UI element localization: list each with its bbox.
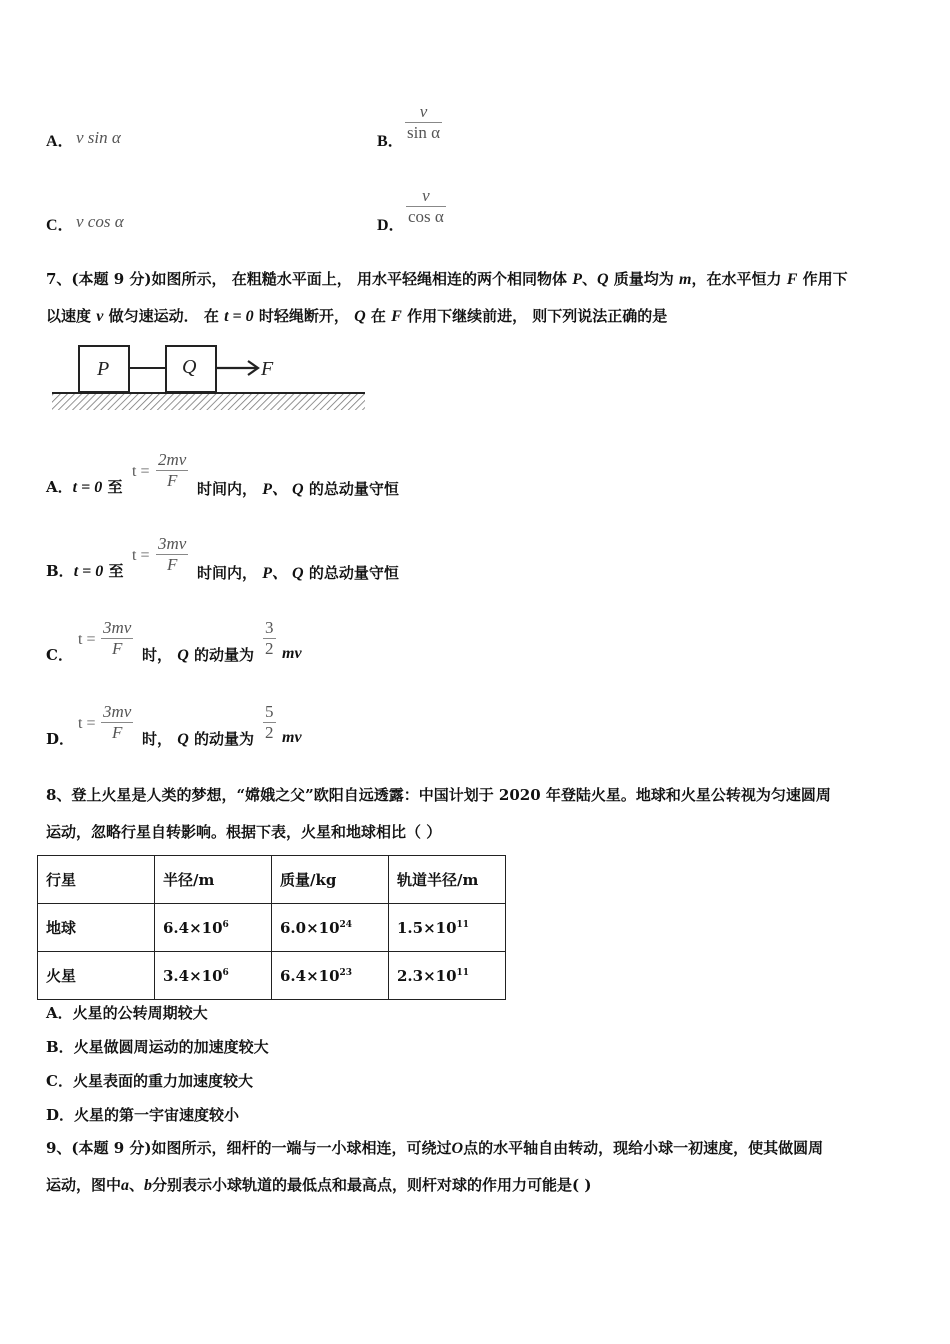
q6-option-a-label: A． xyxy=(46,133,74,150)
cell-value: 6.0×10 xyxy=(280,918,340,937)
var-t0: t = 0 xyxy=(73,563,104,580)
q7-stem-text: ，在水平恒力 xyxy=(691,270,782,288)
cell-value: 3.4×10 xyxy=(163,966,223,985)
q7-b-fraction xyxy=(156,534,188,575)
option-text: 的总动量守恒 xyxy=(308,564,399,582)
q8-stem-line1: 8、登上火星是人类的梦想，“嫦娥之父”欧阳自远透露：中国计划于 2020 年登陆火星。地球和火星公转视为匀速圆周 xyxy=(46,786,831,804)
q7-c-coefficient xyxy=(263,618,276,659)
q7-d-mv xyxy=(282,728,302,747)
var-p: P xyxy=(572,271,582,288)
fraction-numerator: 3 xyxy=(265,618,274,637)
q7-figure xyxy=(50,340,370,414)
q7-stem-text: 作用下 xyxy=(802,270,848,288)
q9-stem-text: 9、(本题 9 分)如图所示，细杆的一端与一小球相连，可绕过 xyxy=(46,1139,452,1157)
q7-stem-text: 时轻绳断开， xyxy=(258,307,349,325)
table-cell xyxy=(389,952,506,1000)
q7-option-b xyxy=(46,560,124,581)
q7-number: 7、(本题 9 分) xyxy=(46,270,152,288)
q8-stem xyxy=(46,777,908,851)
table-row xyxy=(38,952,506,1000)
fraction-denominator: F xyxy=(166,471,178,490)
q7-a-t-eq: t = xyxy=(132,463,150,480)
q7-c-t-eq: t = xyxy=(78,631,96,648)
fraction-numerator: 3mv xyxy=(103,618,132,637)
q8-option-b: B．火星做圆周运动的加速度较大 xyxy=(46,1038,269,1056)
separator: 、 xyxy=(581,270,597,288)
fraction-denominator: 2 xyxy=(265,723,274,742)
option-text: 的动量为 xyxy=(194,646,255,664)
option-label: B． xyxy=(46,562,74,580)
cell-value: 6.4×10 xyxy=(163,918,223,937)
option-text: 的动量为 xyxy=(194,730,255,748)
table-cell xyxy=(155,952,272,1000)
var-m: m xyxy=(679,271,692,288)
table-cell xyxy=(272,952,389,1000)
cell-value: 2.3×10 xyxy=(397,966,457,985)
var-o: O xyxy=(451,1140,464,1157)
fraction-denominator: F xyxy=(111,723,123,742)
q9-stem-text: 运动，图中 xyxy=(46,1176,122,1194)
var-t0: t = 0 xyxy=(224,308,254,325)
q6-option-a-expr: v sin α xyxy=(76,128,121,147)
q7-stem-text: 以速度 xyxy=(46,307,92,325)
q9-stem xyxy=(46,1130,908,1204)
fraction-numerator: 3mv xyxy=(103,702,132,721)
cell-exponent: 11 xyxy=(456,967,470,978)
table-cell: 地球 xyxy=(38,904,155,952)
block-q-label: Q xyxy=(182,356,197,378)
q8-option-d: D．火星的第一宇宙速度较小 xyxy=(46,1106,240,1124)
var-mv: mv xyxy=(282,645,302,662)
table-cell xyxy=(389,904,506,952)
q8-stem-line2: 运动，忽略行星自转影响。根据下表，火星和地球相比（ ） xyxy=(46,823,442,841)
q7-option-b-rest xyxy=(197,560,399,583)
table-cell: 火星 xyxy=(38,952,155,1000)
q9-stem-text: 点的水平轴自由转动，现给小球一初速度，使其做圆周 xyxy=(463,1139,824,1157)
table-header: 质量/kg xyxy=(272,856,389,904)
var-v: v xyxy=(96,308,104,325)
ground-hatch xyxy=(52,394,365,410)
q7-d-t-eq: t = xyxy=(78,715,96,732)
table-cell xyxy=(272,904,389,952)
var-f: F xyxy=(391,308,402,325)
q7-option-a-rest xyxy=(197,476,399,499)
q7-stem-text: 做匀速运动． 在 xyxy=(108,307,219,325)
cell-exponent: 23 xyxy=(339,967,353,978)
var-pq: P、 Q xyxy=(262,481,304,498)
q7-d-coefficient xyxy=(263,702,276,743)
q9-stem-text: 分别表示小球轨道的最低点和最高点，则杆对球的作用力可能是( ) xyxy=(152,1176,592,1194)
q9-stem-text: 、 xyxy=(129,1176,145,1194)
fraction-denominator: cos α xyxy=(408,207,444,226)
q7-b-t-eq: t = xyxy=(132,547,150,564)
option-text: 的总动量守恒 xyxy=(308,480,399,498)
q7-option-d-rest xyxy=(142,728,254,749)
var-b: b xyxy=(144,1177,153,1194)
table-header: 半径/m xyxy=(155,856,272,904)
q7-d-fraction xyxy=(101,702,133,743)
q8-option-a: A．火星的公转周期较大 xyxy=(46,1004,208,1022)
q7-stem-text: 作用下继续前进， 则下列说法正确的是 xyxy=(407,307,668,325)
q7-c-fraction xyxy=(101,618,133,659)
q6-option-d-label: D． xyxy=(377,217,405,234)
fraction-numerator: v xyxy=(422,186,430,205)
cell-exponent: 6 xyxy=(222,967,229,978)
fraction-denominator: 2 xyxy=(265,639,274,658)
fraction-denominator: sin α xyxy=(407,123,440,142)
q6-option-c-expr: v cos α xyxy=(76,212,124,231)
var-q: Q xyxy=(354,308,366,325)
fraction-numerator: 3mv xyxy=(158,534,187,553)
q6-option-d-fraction xyxy=(406,186,446,227)
cell-value: 1.5×10 xyxy=(397,918,457,937)
option-text: 至 xyxy=(107,478,123,496)
option-text: 时间内， xyxy=(197,564,258,582)
table-header: 轨道半径/m xyxy=(389,856,506,904)
q7-stem-text: 在 xyxy=(370,307,386,325)
planet-table xyxy=(37,855,506,1000)
q7-c-mv xyxy=(282,644,302,663)
option-text: 时， xyxy=(142,646,173,664)
option-label: A． xyxy=(46,478,73,496)
var-pq: P、 Q xyxy=(262,565,304,582)
block-p-label: P xyxy=(97,358,110,380)
var-q: Q xyxy=(597,271,609,288)
fraction-denominator: F xyxy=(111,639,123,658)
q6-option-b-label: B． xyxy=(377,133,404,150)
option-text: 至 xyxy=(108,562,124,580)
var-t0: t = 0 xyxy=(72,479,103,496)
fraction-numerator: 5 xyxy=(265,702,274,721)
var-mv: mv xyxy=(282,729,302,746)
table-row xyxy=(38,904,506,952)
fraction-numerator: 2mv xyxy=(158,450,187,469)
q7-stem-text: 如图所示， 在粗糙水平面上， 用水平轻绳相连的两个相同物体 xyxy=(151,270,567,288)
cell-value: 6.4×10 xyxy=(280,966,340,985)
q7-option-c-label: C． xyxy=(46,646,73,664)
option-text: 时间内， xyxy=(197,480,258,498)
table-cell xyxy=(155,904,272,952)
var-q: Q xyxy=(177,731,189,748)
var-a: a xyxy=(121,1177,130,1194)
q7-stem-text: 质量均为 xyxy=(613,270,674,288)
var-f: F xyxy=(786,271,798,288)
fraction-numerator: v xyxy=(419,102,428,121)
q7-a-fraction xyxy=(156,450,188,491)
cell-exponent: 24 xyxy=(339,919,353,930)
q7-option-c-rest xyxy=(142,644,254,665)
fraction-denominator: F xyxy=(166,555,178,574)
q7-option-d-label: D． xyxy=(46,730,75,748)
q8-option-c: C．火星表面的重力加速度较大 xyxy=(46,1072,253,1090)
table-header-row xyxy=(38,856,506,904)
q7-option-a xyxy=(46,476,122,497)
q6-option-b-fraction xyxy=(405,102,442,143)
q7-stem xyxy=(46,261,908,335)
cell-exponent: 6 xyxy=(222,919,229,930)
var-q: Q xyxy=(177,647,189,664)
q6-option-c-label: C． xyxy=(46,217,74,234)
option-text: 时， xyxy=(142,730,173,748)
cell-exponent: 11 xyxy=(456,919,470,930)
table-header: 行星 xyxy=(38,856,155,904)
force-label: F xyxy=(261,358,274,380)
